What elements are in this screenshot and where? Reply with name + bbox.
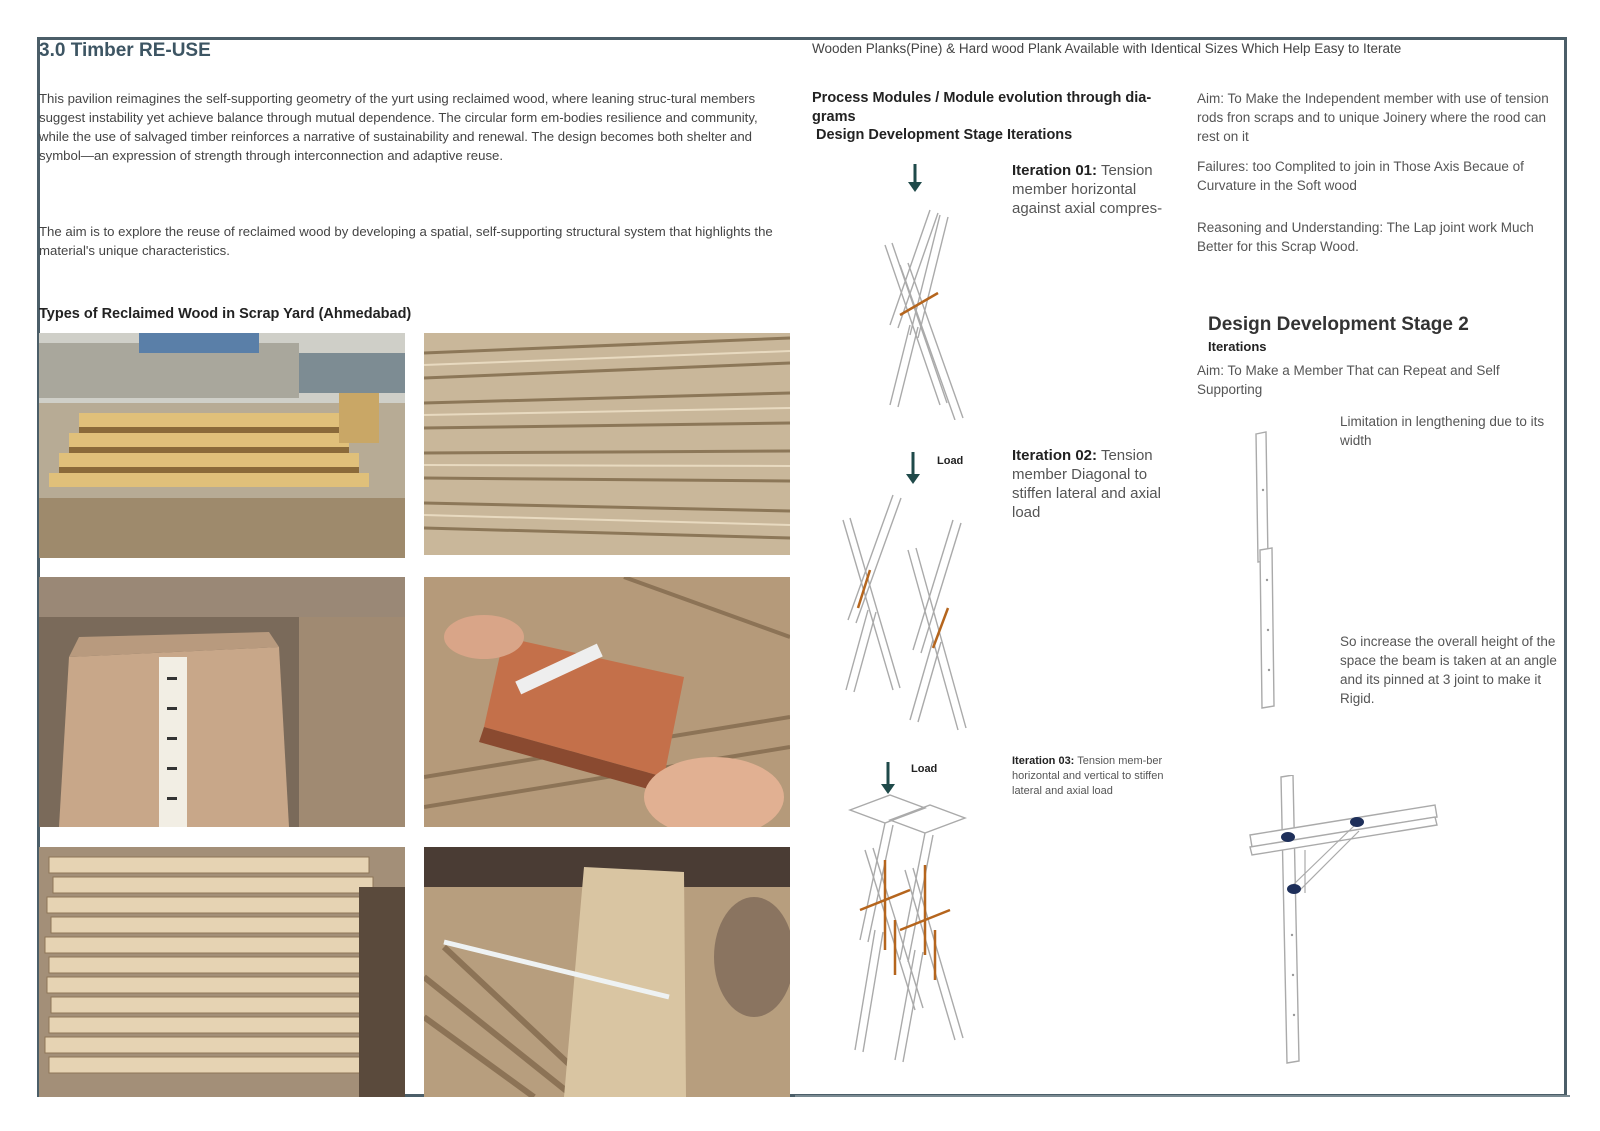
stage2-member-diagram: [1250, 430, 1280, 715]
stage2-increase: So increase the overall height of the space the beam is taken at an angle and its pinned at 3 joint to make it Rigid.: [1340, 634, 1557, 706]
stage2-subtitle: Iterations: [1208, 339, 1267, 354]
load-label-3: Load: [911, 763, 938, 775]
iteration-2-text: [1012, 446, 1182, 522]
iteration-1-title: Iteration 01:: [1012, 162, 1098, 179]
iteration-1-text: [1012, 161, 1182, 218]
iteration-3-text: [1012, 754, 1182, 799]
stage2-title: Design Development Stage 2: [1208, 314, 1469, 335]
iteration-3-title: Iteration 03:: [1012, 755, 1075, 767]
load-arrow-1: [905, 164, 925, 199]
stage1-failures: Failures: too Complited to join in Those Axis Becaue of Curvature in the Soft wood: [1197, 159, 1524, 193]
iteration-3-desc: Tension mem-ber horizontal and vertical to stiffen lateral and axial load: [1012, 755, 1164, 797]
load-label-2: Load: [937, 455, 964, 467]
iteration-2-diagram: [838, 490, 988, 740]
stage2-aim: Aim: To Make a Member That can Repeat and Self Supporting: [1197, 363, 1500, 397]
intro-paragraph-2: The aim is to explore the reuse of reclaimed wood by developing a spatial, self-supporting structural system that highlights the material's unique characteristics.: [39, 224, 773, 258]
stage1-aim: Aim: To Make the Independent member with use of tension rods fron scraps and to unique Joinery where the rood can rest on it: [1197, 91, 1549, 144]
design-stage-heading: Design Development Stage Iterations: [816, 127, 1073, 143]
photo-plank-tape: [424, 847, 790, 1097]
header-note: Wooden Planks(Pine) & Hard wood Plank Available with Identical Sizes Which Help Easy to Iterate: [812, 41, 1402, 56]
iteration-3-diagram: [845, 790, 975, 1070]
photos-heading: Types of Reclaimed Wood in Scrap Yard (Ahmedabad): [39, 306, 412, 322]
photo-hand-measure: [424, 577, 790, 827]
stage2-pinned-frame-diagram: [1245, 775, 1455, 1070]
iteration-1-desc: Tension member horizontal against axial compres-: [1012, 162, 1163, 217]
photo-thin-sheets: [39, 847, 405, 1097]
intro-paragraph-1: This pavilion reimagines the self-supporting geometry of the yurt using reclaimed wood, where leaning struc-tural members suggest instability yet achieve balance through mutual dependence. The circular form em-bodies resilience and community, while the use of salvaged timber reinforces a narrative of sustainability and renewal. The design becomes both shelter and symbol—an expression of strength through interconnection and adaptive reuse.: [39, 91, 758, 163]
iteration-2-title: Iteration 02:: [1012, 447, 1098, 464]
photo-pallet-stack: [39, 333, 405, 558]
photo-beam-measure: [39, 577, 405, 827]
iteration-2-desc: Tension member Diagonal to stiffen lateral and axial load: [1012, 447, 1161, 521]
page-title: 3.0 Timber RE-USE: [39, 40, 211, 61]
load-arrow-2: [903, 452, 923, 491]
bottom-rule: [795, 1095, 1570, 1097]
stage2-limitation: Limitation in lengthening due to its width: [1340, 414, 1545, 448]
stage1-reasoning: Reasoning and Understanding: The Lap joint work Much Better for this Scrap Wood.: [1197, 220, 1534, 254]
iteration-1-diagram: [880, 205, 970, 425]
photo-plank-pile: [424, 333, 790, 555]
process-heading: Process Modules / Module evolution through dia-grams: [812, 90, 1152, 125]
